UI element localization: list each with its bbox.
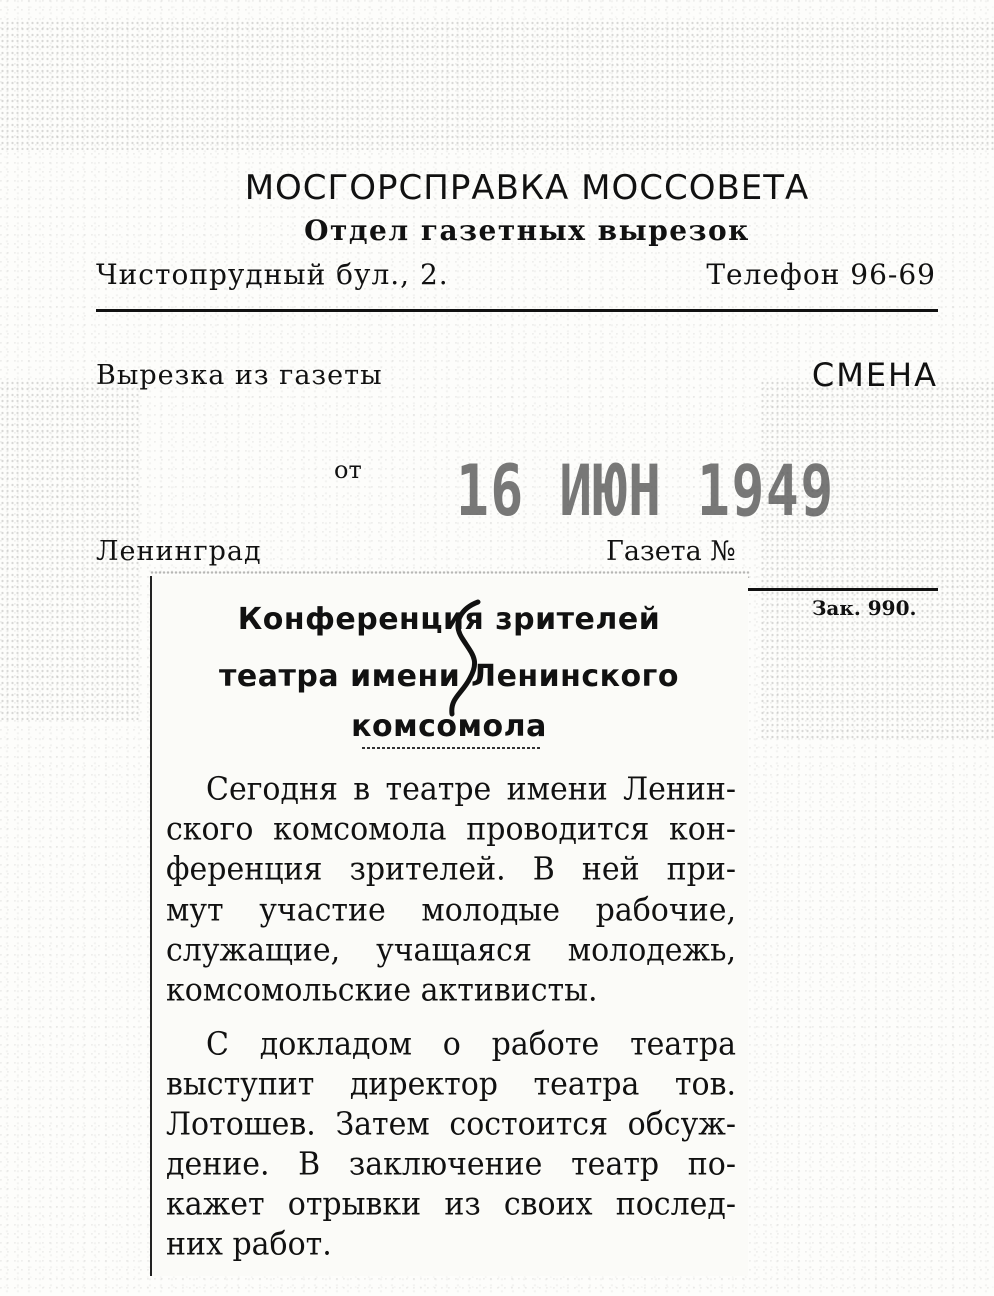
date-from-label: от: [334, 456, 362, 484]
bureau-address: Чистопрудный бул., 2.: [96, 258, 449, 291]
issue-divider: [748, 588, 938, 591]
city-name: Ленинград: [96, 536, 262, 567]
article-line-5: служащие, учащаяся молодежь,: [166, 932, 736, 969]
date-stamp: 16 ИЮН 1949: [456, 450, 835, 532]
headline-underline: [362, 747, 542, 749]
article-line-1: Сегодня в театре имени Ленин-: [206, 771, 736, 808]
article-line-7: С докладом о работе театра: [206, 1026, 736, 1063]
bureau-phone: Телефон 96-69: [706, 258, 936, 291]
headline-line-3: комсомола: [351, 709, 547, 744]
article-line-12: них работ.: [166, 1226, 332, 1263]
newspaper-name: СМЕНА: [811, 356, 938, 394]
article-line-10: дение. В заключение театр по-: [166, 1146, 736, 1183]
headline-line-2: театра имени Ленинского: [219, 659, 679, 694]
headline-line-1: Конференция зрителей: [237, 602, 661, 637]
article-line-4: мут участие молодые рабочие,: [166, 892, 736, 929]
article-line-8: выступит директор театра тов.: [166, 1066, 736, 1103]
scan-noise-top: [0, 20, 994, 150]
article-line-11: кажет отрывки из своих послед-: [166, 1186, 736, 1223]
bureau-title: МОСГОРСПРАВКА МОССОВЕТА: [244, 168, 810, 208]
article-line-2: ского комсомола проводится кон-: [166, 811, 736, 848]
issue-number-label: Газета №: [606, 536, 736, 567]
department-name: Отдел газетных вырезок: [304, 214, 750, 247]
clip-source-label: Вырезка из газеты: [96, 360, 383, 391]
header-divider: [96, 309, 938, 312]
order-number: Зак. 990.: [812, 596, 917, 620]
article-line-6: комсомольские активисты.: [166, 972, 598, 1009]
article-line-9: Лотошев. Затем состоится обсуж-: [166, 1106, 736, 1143]
article-line-3: ференция зрителей. В ней при-: [166, 851, 736, 888]
scan-noise-right: [760, 380, 994, 740]
